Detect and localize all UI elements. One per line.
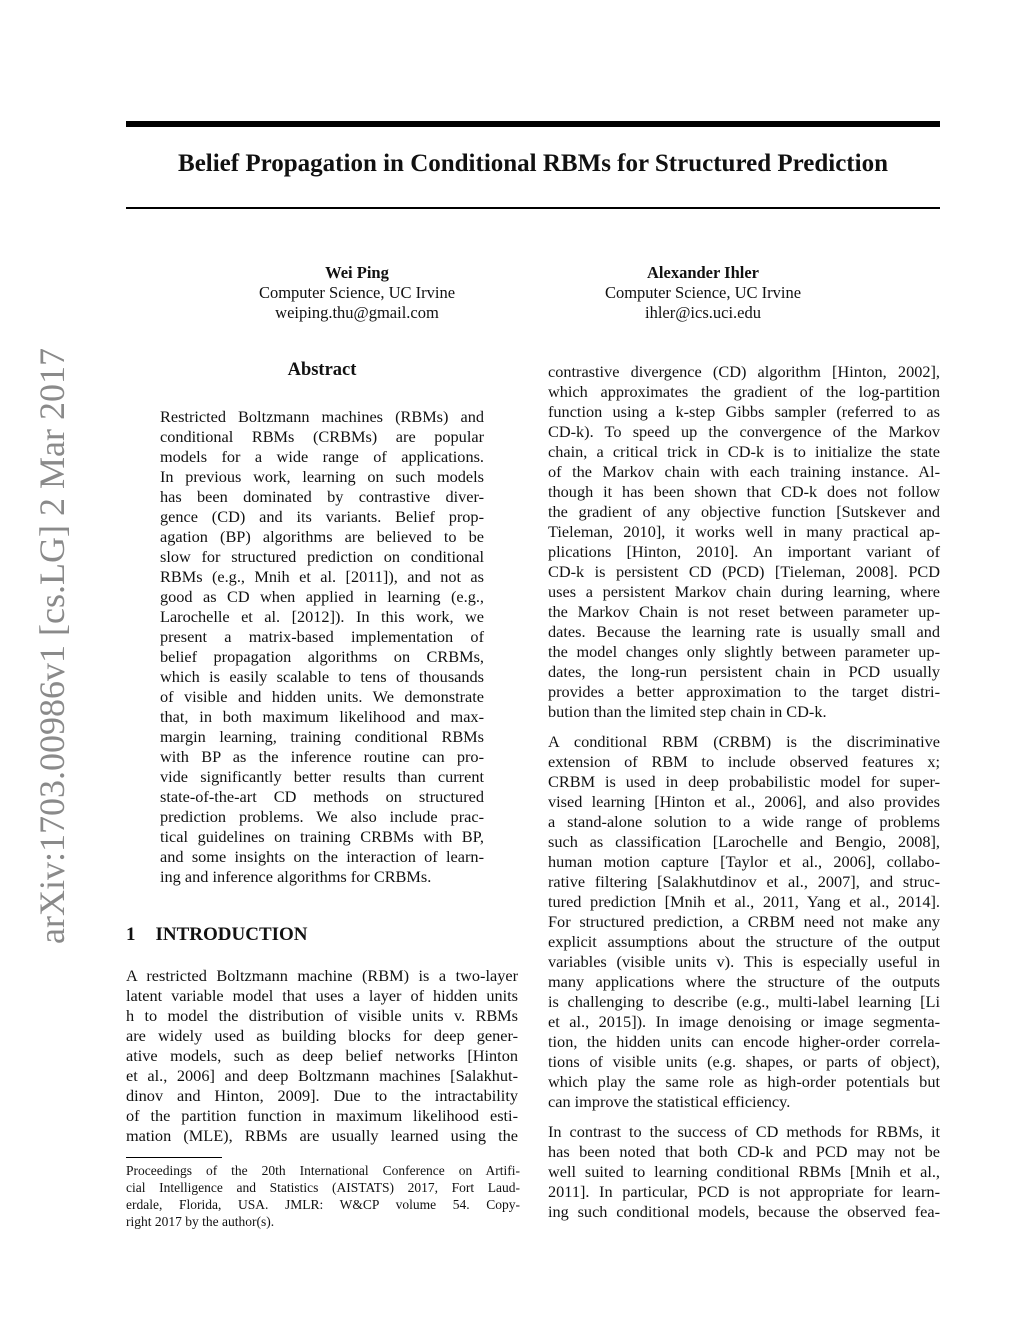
right-paragraph [548,1122,940,1222]
footnote [126,1162,520,1230]
abstract-line: tical guidelines on training CRBMs with BP, [160,827,484,846]
abstract-line: gence (CD) and its variants. Belief prop- [160,507,484,526]
right-line: tions of visible units (e.g. shapes, or parts of object), [548,1052,940,1071]
right-line: Tieleman, 2010], it works well in many practical ap- [548,522,940,541]
section-heading [126,924,308,946]
author-1 [207,263,507,323]
right-line: vised learning [Hinton et al., 2006], and also provides [548,792,940,811]
right-line: In contrast to the success of CD methods for RBMs, it [548,1122,940,1141]
right-line: uses a persistent Markov chain during learning, where [548,582,940,601]
abstract-line: prediction problems. We also include prac- [160,807,484,826]
paper-title: Belief Propagation in Conditional RBMs for Structured Prediction [178,150,888,177]
right-line: which approximates the gradient of the log-partition [548,382,940,401]
abstract-line: vide significantly better results than current [160,767,484,786]
title-rule [126,207,940,209]
right-line: For structured prediction, a CRBM need not make any [548,912,940,931]
footnote-line: right 2017 by the author(s). [126,1214,275,1229]
intro-body [126,966,518,1146]
intro-line: ative models, such as deep belief networks [Hinton [126,1046,518,1065]
intro-line: mation (MLE), RBMs are usually learned using the [126,1126,518,1145]
right-line: CD-k). To speed up the convergence of the Markov [548,422,940,441]
arxiv-stamp: arXiv:1703.00986v1 [cs.LG] 2 Mar 2017 [32,348,72,944]
right-line: contrastive divergence (CD) algorithm [Hinton, 2002], [548,362,940,381]
abstract-line: slow for structured prediction on conditional [160,547,484,566]
intro-line: are widely used as building blocks for deep gener- [126,1026,518,1045]
footnote-line: cial Intelligence and Statistics (AISTATS) 2017, Fort Laud- [126,1180,520,1195]
right-line: 2011]. In particular, PCD is not appropriate for learn- [548,1182,940,1201]
right-line: well suited to learning conditional RBMs [Mnih et al., [548,1162,940,1181]
abstract-line: and some insights on the interaction of learn- [160,847,484,866]
abstract-line: that, in both maximum likelihood and max- [160,707,484,726]
right-line: many applications where the structure of the outputs [548,972,940,991]
intro-line: latent variable model that uses a layer of hidden units [126,986,518,1005]
abstract-line: with BP as the inference routine can pro- [160,747,484,766]
right-line: et al., 2015]). In image denoising or image segmenta- [548,1012,940,1031]
author-1-affiliation: Computer Science, UC Irvine [258,283,456,302]
right-line: is challenging to describe (e.g., multi-label learning [Li [548,992,940,1011]
abstract-line: margin learning, training conditional RBMs [160,727,484,746]
right-line: the gradient of any objective function [Sutskever and [548,502,940,521]
right-line: tion, the hidden units can encode higher-order correla- [548,1032,940,1051]
author-1-name: Wei Ping [325,263,389,282]
abstract-line: In previous work, learning on such models [160,467,484,486]
right-line: plications [Hinton, 2010]. An important variant of [548,542,940,561]
abstract-line: ing and inference algorithms for CRBMs. [160,867,432,886]
right-paragraph [548,732,940,1112]
right-line: dates, the long-run persistent chain in PCD usually [548,662,940,681]
right-line: can improve the statistical efficiency. [548,1092,791,1111]
right-line: tured prediction [Mnih et al., 2011, Yang et al., 2014]. [548,892,940,911]
right-line: CD-k is persistent CD (PCD) [Tieleman, 2008]. PCD [548,562,940,581]
right-line: the Markov Chain is not reset between parameter up- [548,602,940,621]
right-column-body [548,362,940,1222]
right-line: a stand-alone solution to a wide range of problems [548,812,940,831]
abstract-line: conditional RBMs (CRBMs) are popular [160,427,484,446]
right-line: explicit assumptions about the structure of the output [548,932,940,951]
abstract-heading: Abstract [287,360,357,380]
right-line: provides a better approximation to the target distri- [548,682,940,701]
right-paragraph [548,362,940,722]
section-number: 1 [126,924,136,945]
right-line: function using a k-step Gibbs sampler (referred to as [548,402,940,421]
abstract-line: of visible and hidden units. We demonstrate [160,687,484,706]
author-2-email: ihler@ics.uci.edu [645,303,761,322]
right-line: chain, a critical trick in CD-k is to initialize the state [548,442,940,461]
right-line: rative filtering [Salakhutdinov et al., 2007], and struc- [548,872,940,891]
intro-line: of the partition function in maximum likelihood esti- [126,1106,518,1125]
right-line: of the Markov chain with each training instance. Al- [548,462,940,481]
intro-line: et al., 2006] and deep Boltzmann machines [Salakhut- [126,1066,518,1085]
right-line: though it has been shown that CD-k does not follow [548,482,940,501]
right-line: the model changes only slightly between parameter up- [548,642,940,661]
abstract-line: has been dominated by contrastive diver- [160,487,484,506]
right-line: which play the same role as high-order potentials but [548,1072,940,1091]
abstract-line: Larochelle et al. [2012]). In this work, we [160,607,484,626]
intro-line: A restricted Boltzmann machine (RBM) is a two-layer [126,966,518,985]
footnote-line: erdale, Florida, USA. JMLR: W&CP volume 54. Copy- [126,1197,520,1212]
right-line: has been noted that both CD-k and PCD may not be [548,1142,940,1161]
right-line: CRBM is used in deep probabilistic model for super- [548,772,940,791]
right-line: human motion capture [Taylor et al., 2006], collabo- [548,852,940,871]
abstract-line: state-of-the-art CD methods on structured [160,787,484,806]
abstract-line: models for a wide range of applications. [160,447,484,466]
intro-line: dinov and Hinton, 2009]. Due to the intractability [126,1086,518,1105]
abstract-body [160,407,484,887]
right-line: extension of RBM to include observed features x; [548,752,940,771]
abstract-line: present a matrix-based implementation of [160,627,484,646]
intro-line: h to model the distribution of visible units v. RBMs [126,1006,518,1025]
abstract-line: good as CD when applied in learning (e.g., [160,587,484,606]
right-line: ing such conditional models, because the observed fea- [548,1202,940,1221]
section-title: INTRODUCTION [155,924,308,945]
right-line: such as classification [Larochelle and Bengio, 2008], [548,832,940,851]
right-line: dates. Because the learning rate is usually small and [548,622,940,641]
right-line: variables (visible units v). This is especially useful in [548,952,940,971]
author-2-affiliation: Computer Science, UC Irvine [604,283,802,302]
footnote-line: Proceedings of the 20th International Conference on Artifi- [126,1163,520,1178]
abstract-line: which is easily scalable to tens of thousands [160,667,484,686]
author-1-email: weiping.thu@gmail.com [275,303,439,322]
abstract-line: belief propagation algorithms on CRBMs, [160,647,484,666]
right-line: A conditional RBM (CRBM) is the discriminative [548,732,940,751]
author-2 [553,263,853,323]
abstract-line: RBMs (e.g., Mnih et al. [2011]), and not as [160,567,484,586]
right-line: bution than the limited step chain in CD-k. [548,702,827,721]
abstract-line: Restricted Boltzmann machines (RBMs) and [160,407,484,426]
abstract-line: agation (BP) algorithms are believed to be [160,527,484,546]
top-rule [126,121,940,127]
footnote-rule [126,1157,222,1158]
author-2-name: Alexander Ihler [647,263,759,282]
